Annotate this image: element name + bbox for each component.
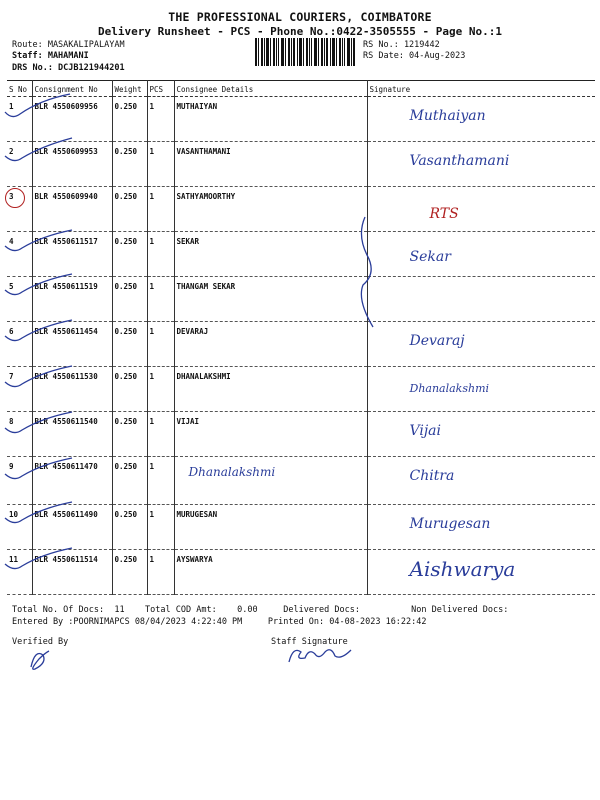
table-row [7, 277, 595, 322]
table-row [7, 322, 595, 367]
cell-signature [367, 142, 595, 187]
cell-consignment: BLR 4550609953 [32, 142, 112, 187]
cell-sno: 1 [7, 97, 32, 142]
table-row [7, 187, 595, 232]
cell-consignee: Dhanalakshmi [174, 457, 367, 505]
cell-sno: 4 [7, 232, 32, 277]
cell-sno: 6 [7, 322, 32, 367]
table-row [7, 412, 595, 457]
cell-consignee: DHANALAKSHMI [174, 367, 367, 412]
table-row [7, 97, 595, 142]
cell-sno: 5 [7, 277, 32, 322]
tick-mark-icon [5, 274, 72, 295]
table-row [7, 232, 595, 277]
cell-sno: 8 [7, 412, 32, 457]
cell-weight: 0.250 [112, 367, 147, 412]
handwritten-signature: Muthaiyan [409, 108, 486, 124]
staff-label: Staff: MAHAMANI [12, 51, 89, 61]
cell-weight: 0.250 [112, 322, 147, 367]
tick-mark-icon [5, 502, 72, 523]
cell-pcs: 1 [147, 232, 174, 277]
cell-pcs: 1 [147, 505, 174, 550]
cell-consignee: MUTHAIYAN [174, 97, 367, 142]
cell-pcs: 1 [147, 412, 174, 457]
cell-consignment: BLR 4550609956 [32, 97, 112, 142]
cell-weight: 0.250 [112, 187, 147, 232]
cell-consignee: THANGAM SEKAR [174, 277, 367, 322]
tick-mark-icon [5, 138, 72, 161]
runsheet-subtitle: Delivery Runsheet - PCS - Phone No.:0422-3505555 - Page No.:1 [98, 25, 502, 38]
rs-date: RS Date: 04-Aug-2023 [363, 51, 466, 61]
handwritten-signature: Vasanthamani [409, 153, 510, 169]
col-header-pcs: PCS [147, 81, 174, 97]
cell-weight: 0.250 [112, 457, 147, 505]
col-header-sno: S No [7, 81, 32, 97]
cell-sno: 2 [7, 142, 32, 187]
cell-signature [367, 322, 595, 367]
cell-sno: 3 [7, 187, 32, 232]
cell-consignment: BLR 4550611517 [32, 232, 112, 277]
route-label: Route: MASAKALIPALAYAM [12, 40, 125, 50]
cell-weight: 0.250 [112, 550, 147, 595]
cell-pcs: 1 [147, 457, 174, 505]
cell-sno: 11 [7, 550, 32, 595]
cell-consignee: SEKAR [174, 232, 367, 277]
cell-consignee: DEVARAJ [174, 322, 367, 367]
cell-consignee: AYSWARYA [174, 550, 367, 595]
cell-consignee: SATHYAMOORTHY [174, 187, 367, 232]
cell-signature [367, 187, 595, 232]
cell-pcs: 1 [147, 550, 174, 595]
cell-consignment: BLR 4550611530 [32, 367, 112, 412]
cell-signature [367, 367, 595, 412]
cell-signature [367, 97, 595, 142]
cell-pcs: 1 [147, 142, 174, 187]
handwritten-signature: Aishwarya [409, 557, 516, 581]
bracket-mark-icon [355, 215, 385, 330]
cell-pcs: 1 [147, 97, 174, 142]
totals-line: Total No. Of Docs: 11 Total COD Amt: 0.00 Delivered Docs: Non Delivered Docs: [12, 605, 509, 615]
tick-mark-icon [5, 94, 70, 117]
handwritten-signature: Devaraj [409, 333, 465, 349]
verifier-signature-icon [25, 645, 55, 675]
cell-consignment: BLR 4550611490 [32, 505, 112, 550]
col-header-consignee: Consignee Details [174, 81, 367, 97]
entered-by-line: Entered By :POORNIMAPCS 08/04/2023 4:22:40 PM Printed On: 04-08-2023 16:22:42 [12, 617, 427, 627]
cell-consignment: BLR 4550611540 [32, 412, 112, 457]
red-circle-mark-icon [5, 188, 25, 208]
col-header-weight: Weight [112, 81, 147, 97]
table-row [7, 142, 595, 187]
cell-sno: 10 [7, 505, 32, 550]
tick-marks-overlay [0, 90, 80, 590]
cell-sno: 7 [7, 367, 32, 412]
drs-number: DRS No.: DCJB121944201 [12, 63, 125, 73]
cell-weight: 0.250 [112, 97, 147, 142]
cell-consignment: BLR 4550609940 [32, 187, 112, 232]
cell-pcs: 1 [147, 367, 174, 412]
cell-pcs: 1 [147, 187, 174, 232]
tick-mark-icon [5, 230, 72, 251]
table-row [7, 457, 595, 505]
staff-signature-icon [285, 640, 360, 670]
runsheet-table [7, 80, 595, 595]
cell-consignment: BLR 4550611454 [32, 322, 112, 367]
tick-mark-icon [5, 366, 72, 387]
cell-consignment: BLR 4550611514 [32, 550, 112, 595]
cell-sno: 9 [7, 457, 32, 505]
barcode-image [255, 38, 355, 66]
tick-mark-icon [5, 458, 72, 479]
handwritten-signature: Murugesan [409, 516, 491, 532]
cell-weight: 0.250 [112, 412, 147, 457]
cell-consignment: BLR 4550611470 [32, 457, 112, 505]
cell-signature [367, 550, 595, 595]
cell-weight: 0.250 [112, 232, 147, 277]
staff-signature-label: Staff Signature [271, 637, 348, 647]
cell-signature [367, 505, 595, 550]
cell-signature [367, 457, 595, 505]
handwritten-signature: Dhanalakshmi [409, 382, 490, 395]
table-row [7, 550, 595, 595]
handwritten-signature: Sekar [409, 249, 451, 265]
cell-consignee: VIJAI [174, 412, 367, 457]
cell-signature [367, 277, 595, 322]
cell-consignment: BLR 4550611519 [32, 277, 112, 322]
cell-signature [367, 412, 595, 457]
col-header-signature: Signature [367, 81, 595, 97]
verified-by-label: Verified By [12, 637, 69, 647]
col-header-consignment: Consignment No [32, 81, 112, 97]
cell-weight: 0.250 [112, 505, 147, 550]
cell-consignee: VASANTHAMANI [174, 142, 367, 187]
cell-consignee: MURUGESAN [174, 505, 367, 550]
handwritten-signature: Chitra [409, 468, 455, 484]
company-title: THE PROFESSIONAL COURIERS, COIMBATORE [168, 10, 432, 24]
cell-pcs: 1 [147, 277, 174, 322]
table-row [7, 505, 595, 550]
cell-pcs: 1 [147, 322, 174, 367]
handwritten-signature: Vijai [409, 423, 442, 439]
rs-number: RS No.: 1219442 [363, 40, 440, 50]
tick-mark-icon [5, 320, 72, 341]
tick-mark-icon [5, 548, 72, 569]
tick-mark-icon [5, 412, 72, 433]
handwritten-signature: RTS [429, 206, 459, 222]
cell-weight: 0.250 [112, 277, 147, 322]
table-header-row [7, 81, 595, 97]
table-row [7, 367, 595, 412]
cell-weight: 0.250 [112, 142, 147, 187]
cell-signature [367, 232, 595, 277]
